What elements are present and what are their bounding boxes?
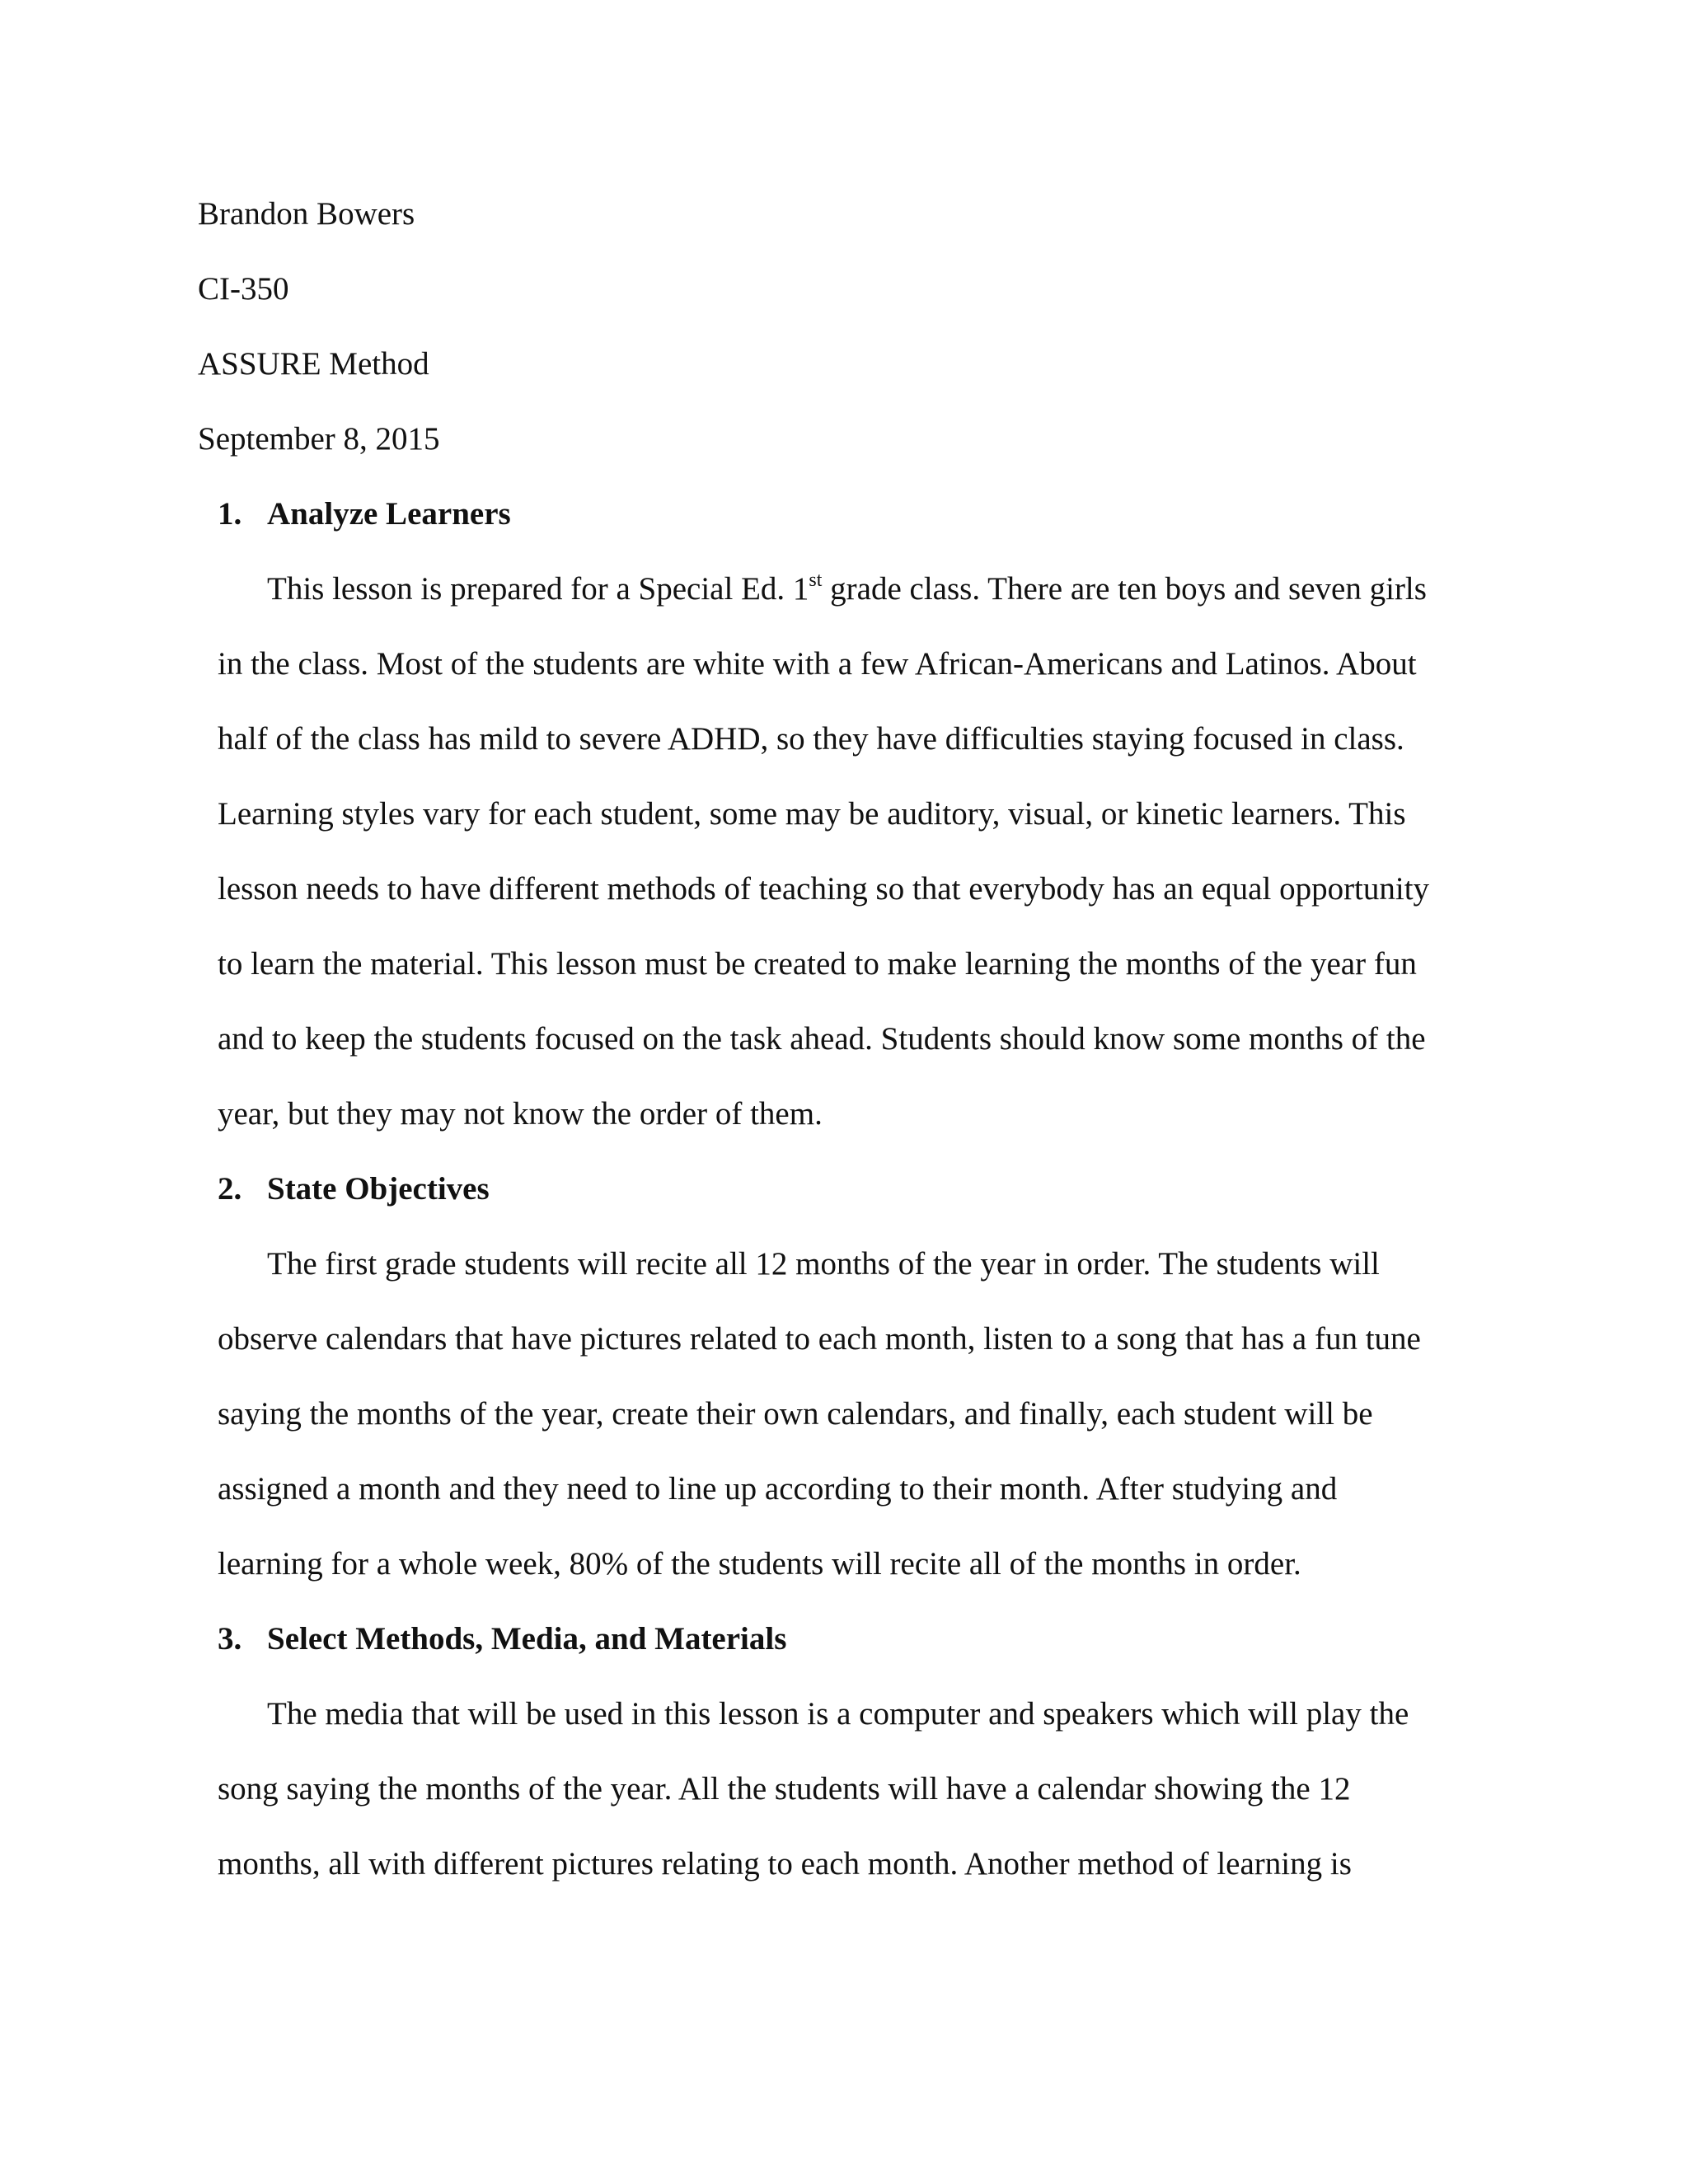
paragraph-line: This lesson is prepared for a Special Ed. 1st grade class. There are ten boys and seven girls bbox=[267, 569, 1427, 607]
paragraph-line: lesson needs to have different methods of teaching so that everybody has an equal opportunity bbox=[218, 871, 1430, 907]
paragraph-line: song saying the months of the year. All the students will have a calendar showing the 12 bbox=[218, 1771, 1351, 1807]
section-number: 2. bbox=[218, 1171, 242, 1207]
paragraph-line: assigned a month and they need to line up according to their month. After studying and bbox=[218, 1471, 1338, 1507]
paragraph-line: The media that will be used in this lesson is a computer and speakers which will play the bbox=[267, 1696, 1409, 1732]
paragraph-line: observe calendars that have pictures related to each month, listen to a song that has a fun tune bbox=[218, 1321, 1421, 1357]
course-code: CI-350 bbox=[198, 271, 289, 307]
section-heading-select-methods bbox=[218, 1619, 786, 1659]
section-title: Analyze Learners bbox=[267, 496, 511, 532]
section-number: 1. bbox=[218, 496, 242, 532]
paragraph-line: learning for a whole week, 80% of the students will recite all of the months in order. bbox=[218, 1546, 1301, 1582]
section-title: State Objectives bbox=[267, 1171, 490, 1207]
paragraph-line: The first grade students will recite all 12 months of the year in order. The students will bbox=[267, 1246, 1380, 1282]
author-name: Brandon Bowers bbox=[198, 196, 415, 232]
section-heading-state-objectives bbox=[218, 1169, 490, 1209]
paragraph-line: to learn the material. This lesson must be created to make learning the months of the year fun bbox=[218, 946, 1417, 982]
paragraph-line: half of the class has mild to severe ADHD, so they have difficulties staying focused in class. bbox=[218, 721, 1404, 757]
paragraph-line: and to keep the students focused on the task ahead. Students should know some months of the bbox=[218, 1021, 1426, 1057]
document-date: September 8, 2015 bbox=[198, 421, 440, 457]
paragraph-line: Learning styles vary for each student, some may be auditory, visual, or kinetic learners. This bbox=[218, 796, 1406, 832]
paragraph-line: in the class. Most of the students are white with a few African-Americans and Latinos. About bbox=[218, 646, 1417, 682]
paragraph-line: year, but they may not know the order of them. bbox=[218, 1096, 823, 1132]
assignment-title: ASSURE Method bbox=[198, 346, 429, 382]
paragraph-line: months, all with different pictures relating to each month. Another method of learning is bbox=[218, 1846, 1352, 1882]
section-title: Select Methods, Media, and Materials bbox=[267, 1621, 787, 1657]
section-number: 3. bbox=[218, 1621, 242, 1657]
paragraph-line: saying the months of the year, create their own calendars, and finally, each student will be bbox=[218, 1396, 1373, 1432]
ordinal-suffix: st bbox=[809, 569, 823, 591]
section-heading-analyze-learners bbox=[218, 494, 511, 534]
